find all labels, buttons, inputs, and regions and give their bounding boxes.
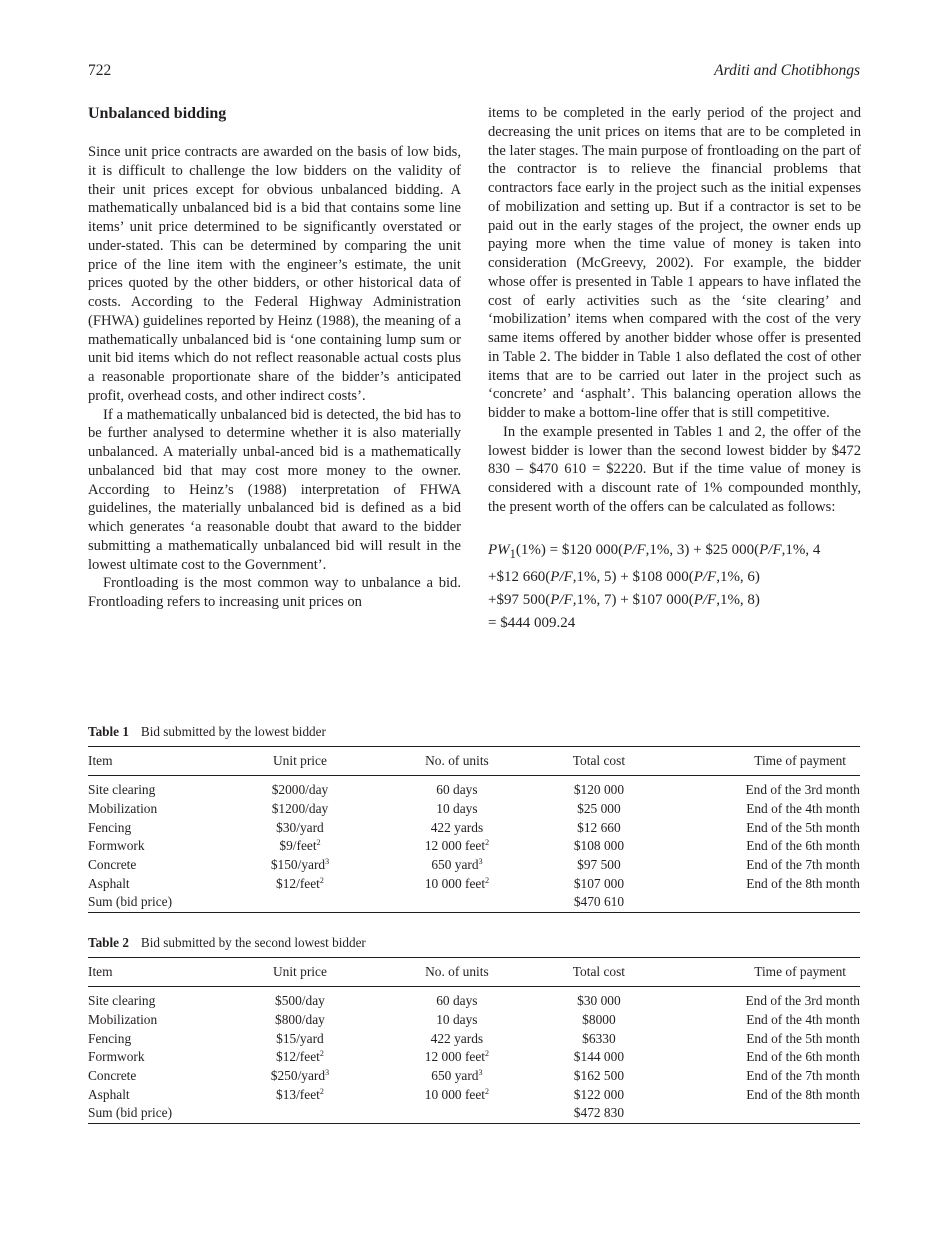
cell-unit-price: $2000/day <box>271 782 329 798</box>
cell-time-of-payment <box>658 1104 860 1123</box>
cell-total-cost: $144 000 <box>573 1049 625 1065</box>
cell-units <box>374 1104 540 1123</box>
bid-table <box>88 957 860 1124</box>
cell-total-cost: $6330 <box>582 1030 616 1046</box>
cell-total-cost: $122 000 <box>573 1086 625 1102</box>
table-row <box>88 1048 860 1067</box>
column-header: Item <box>88 753 113 768</box>
cell-total-cost: $108 000 <box>573 838 625 854</box>
cell-item: Fencing <box>88 1030 132 1046</box>
cell-units: 12 000 feet$^2$ <box>424 838 490 854</box>
paragraph: items to be completed in the early period of the project and decreasing the unit prices on items that are to be completed in the later stages. The main purpose of frontloading on the part of the contractor is to relieve the financial problems that contractors face early in the project such as the initial expenses of mobilization and setting up. But if a contractor is set to be paid out in the early stages of the project, the owner ends up paying more when the time value of money is taken into consideration (McGreevy, 2002). For example, the bidder whose offer is presented in Table 1 appears to have inflated the cost of early activities such as the ‘site clearing’ and ‘mobilization’ items when compared with the cost of the very same items offered by another bidder whose offer is presented in Table 2. The bidder in Table 1 also deflated the cost of other items that are to be carried out later in the project such as ‘concrete’ and ‘asphalt’. This balancing operation allows the bidder to make a bottom-line offer that is still competitive. <box>488 105 861 421</box>
table-row <box>88 1104 860 1123</box>
eq-amount: $97 500 <box>496 591 546 608</box>
cell-units: 12 000 feet$^2$ <box>424 1049 490 1065</box>
cell-item: Concrete <box>88 1068 137 1084</box>
cell-unit-price: $1200/day <box>271 801 329 817</box>
eq-amount: $120 000 <box>561 541 619 558</box>
cell-item: Asphalt <box>88 875 130 891</box>
running-head-authors: Arditi and Chotibhongs <box>714 62 860 79</box>
cell-time-of-payment <box>658 893 860 912</box>
table-caption <box>88 935 860 951</box>
cell-unit-price <box>226 1104 374 1123</box>
cell-total-cost: $107 000 <box>573 875 625 891</box>
cell-unit-price: $150/yard$^3$ <box>270 857 330 873</box>
cell-item: Mobilization <box>88 1012 158 1028</box>
cell-unit-price: $30/yard <box>276 819 324 835</box>
cell-time-of-payment: End of the 3rd month <box>745 782 860 798</box>
eq-result: $444 009.24 <box>500 614 576 631</box>
column-header: No. of units <box>425 964 489 979</box>
cell-time-of-payment: End of the 7th month <box>746 857 860 873</box>
column-header: Unit price <box>272 964 327 979</box>
cell-time-of-payment: End of the 6th month <box>746 1049 860 1065</box>
cell-time-of-payment: End of the 7th month <box>746 1068 860 1084</box>
cell-time-of-payment: End of the 8th month <box>746 875 860 891</box>
eq-amount: $108 000 <box>632 568 689 585</box>
cell-item: Site clearing <box>88 993 156 1009</box>
column-header: Total cost <box>572 753 626 768</box>
table-2 <box>88 935 860 1124</box>
eq-amount: $107 000 <box>632 591 689 608</box>
equation-term <box>705 542 820 558</box>
cell-unit-price: $9/feet$^2$ <box>279 838 321 854</box>
eq-factor: (P/F,1%, 3) <box>618 541 690 558</box>
equation-term <box>496 592 616 608</box>
column-header: No. of units <box>425 753 489 768</box>
table-row <box>88 837 860 856</box>
cell-total-cost: $30 000 <box>577 993 621 1009</box>
table-label: Table 2 <box>88 935 129 950</box>
bid-table <box>88 746 860 913</box>
paragraph: Frontloading is the most common way to unbalance a bid. Frontloading refers to increasing unit prices on <box>88 575 461 610</box>
column-header: Time of payment <box>754 964 846 979</box>
cell-total-cost: $162 500 <box>573 1068 625 1084</box>
cell-item: Formwork <box>88 1049 145 1065</box>
eq-factor: (P/F,1%, 6) <box>688 568 760 585</box>
equation-term <box>496 569 616 585</box>
running-head <box>88 62 860 82</box>
eq-amount: $12 660 <box>496 568 546 585</box>
equation-term <box>562 542 690 558</box>
cell-item: Formwork <box>88 838 145 854</box>
eq-symbol: PW <box>488 541 510 558</box>
right-column <box>488 104 861 635</box>
cell-item: Concrete <box>88 857 137 873</box>
cell-unit-price: $800/day <box>275 1012 325 1028</box>
eq-factor: (P/F,1%, 5) <box>545 568 617 585</box>
column-header: Time of payment <box>754 753 846 768</box>
table-label: Table 1 <box>88 724 129 739</box>
cell-item: Mobilization <box>88 801 158 817</box>
cell-unit-price: $15/yard <box>276 1030 324 1046</box>
cell-units: 60 days <box>436 993 478 1009</box>
left-column <box>88 104 461 612</box>
cell-item: Sum (bid price) <box>88 894 173 910</box>
column-header: Item <box>88 964 113 979</box>
table-1 <box>88 724 860 913</box>
table-caption <box>88 724 860 740</box>
page-number: 722 <box>88 62 112 79</box>
table-row <box>88 1067 860 1086</box>
cell-item: Site clearing <box>88 782 156 798</box>
cell-item: Asphalt <box>88 1086 130 1102</box>
cell-units: 422 yards <box>430 1030 484 1046</box>
cell-units: 10 days <box>436 801 478 817</box>
equation-term <box>632 592 760 608</box>
eq-factor: (P/F,1%, 8) <box>688 591 760 608</box>
cell-unit-price <box>226 893 374 912</box>
cell-unit-price: $12/feet$^2$ <box>276 1049 324 1065</box>
cell-time-of-payment: End of the 3rd month <box>745 993 860 1009</box>
section-heading: Unbalanced bidding <box>88 105 227 122</box>
table-row <box>88 1085 860 1104</box>
eq-factor: (P/F,1%, 4 <box>754 541 821 558</box>
table-caption-text: Bid submitted by the second lowest bidder <box>140 935 366 950</box>
eq-subscript: 1 <box>509 546 516 561</box>
table-row <box>88 893 860 912</box>
paragraph: In the example presented in Tables 1 and 2, the offer of the lowest bidder is lower than the second lowest bidder by $472 830 – $470 610 = $2220. But if the time value of money is considered with a discount rate of 1% compounded monthly, the present worth of the offers can be calculated as follows: <box>488 423 861 515</box>
cell-unit-price: $13/feet$^2$ <box>276 1086 324 1102</box>
cell-time-of-payment: End of the 6th month <box>746 838 860 854</box>
cell-units: 60 days <box>436 782 478 798</box>
equation-line: +$12 660(P/F,1%, 5) + $108 000(P/F,1%, 6) <box>488 568 760 585</box>
cell-total-cost: $472 830 <box>573 1105 625 1121</box>
table-row <box>88 818 860 837</box>
cell-total-cost: $25 000 <box>577 801 621 817</box>
cell-unit-price: $250/yard$^3$ <box>270 1068 330 1084</box>
table-row <box>88 856 860 875</box>
cell-time-of-payment: End of the 4th month <box>746 801 860 817</box>
paragraph: Since unit price contracts are awarded on the basis of low bids, it is difficult to challenge the low bidders on the validity of their unit prices except for obvious unbalanced bidding. A mathematically unbalanced bid is a bid that contains some line items’ unit price determined to be significantly overstated or under-stated. This can be determined by comparing the unit price of the line item with the engineer’s estimate, the unit prices quoted by the other bidders, or other historical data of costs. According to the Federal Highway Administration (FHWA) guidelines reported by Heinz (1988), the meaning of a mathematically unbalanced bid is ‘one containing lump sum or unit bid items which do not reflect reasonable actual costs plus a reasonable proportionate share of the bidder’s anticipated profit, overhead costs, and other indirect costs’. <box>88 144 461 404</box>
column-header: Unit price <box>273 753 327 768</box>
cell-time-of-payment: End of the 5th month <box>746 1030 860 1046</box>
table-header-row <box>88 958 860 987</box>
table-row <box>88 874 860 893</box>
table-row <box>88 1029 860 1048</box>
eq-rate: (1%) <box>515 541 546 558</box>
present-worth-equation <box>488 539 861 635</box>
cell-total-cost: $470 610 <box>573 894 625 910</box>
cell-units: 10 000 feet$^2$ <box>424 875 490 891</box>
cell-total-cost: $97 500 <box>577 857 621 873</box>
cell-item: Fencing <box>88 819 132 835</box>
table-header-row <box>88 747 860 776</box>
table-caption-text: Bid submitted by the lowest bidder <box>140 724 326 739</box>
cell-total-cost: $12 660 <box>577 819 621 835</box>
column-header: Total cost <box>572 964 626 979</box>
cell-unit-price: $500/day <box>275 993 325 1009</box>
cell-units <box>374 893 540 912</box>
cell-total-cost: $8000 <box>582 1012 616 1028</box>
equation-term <box>632 569 760 585</box>
eq-amount: $25 000 <box>705 541 755 558</box>
cell-time-of-payment: End of the 8th month <box>746 1086 860 1102</box>
cell-time-of-payment: End of the 5th month <box>746 819 860 835</box>
cell-item: Sum (bid price) <box>88 1105 173 1121</box>
table-row <box>88 1011 860 1030</box>
equation-line: +$97 500(P/F,1%, 7) + $107 000(P/F,1%, 8) <box>488 591 760 608</box>
cell-units: 10 000 feet$^2$ <box>424 1086 490 1102</box>
cell-total-cost: $120 000 <box>573 782 625 798</box>
equation-line: = $444 009.24 <box>488 614 576 631</box>
paragraph: If a mathematically unbalanced bid is detected, the bid has to be further analysed to determine whether it is also materially unbalanced. A materially unbal-anced bid is a mathematically unbalanced bid that may cost more money to the owner. According to Heinz’s (1988) interpretation of FHWA guidelines, the materially unbalanced bid is defined as a bid which generates ‘a reasonable doubt that award to the bidder submitting a mathematically unbalanced bid will result in the lowest ultimate cost to the Government’. <box>88 406 461 573</box>
table-row <box>88 987 860 1011</box>
cell-units: 650 yard$^3$ <box>431 1068 483 1084</box>
cell-unit-price: $12/feet$^2$ <box>276 875 324 891</box>
cell-units: 650 yard$^3$ <box>431 857 483 873</box>
eq-factor: (P/F,1%, 7) <box>545 591 617 608</box>
table-row <box>88 800 860 819</box>
equation-line: $PW_1(1\%)$ = $120 000(P/F,1%, 3) + $25 000(P/F,1%, 4 <box>488 541 821 561</box>
cell-units: 422 yards <box>430 819 484 835</box>
cell-time-of-payment: End of the 4th month <box>746 1012 860 1028</box>
table-row <box>88 776 860 800</box>
cell-units: 10 days <box>436 1012 478 1028</box>
